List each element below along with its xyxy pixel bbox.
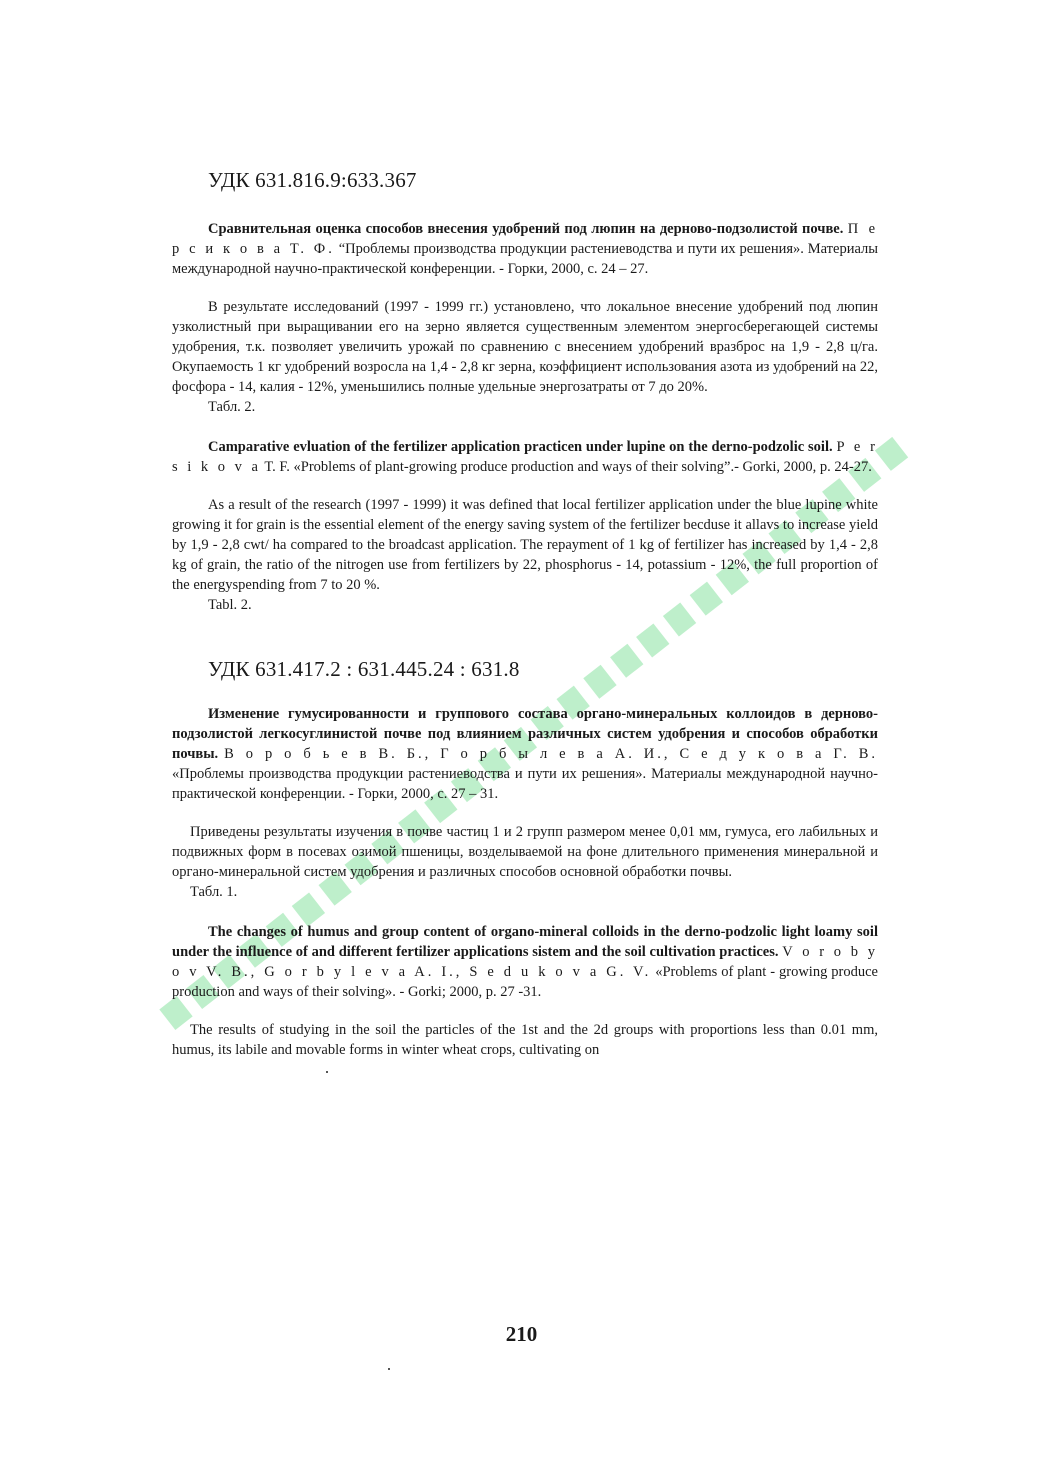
table-reference: Табл. 2.	[208, 399, 256, 415]
table-reference: Tabl. 2.	[208, 597, 252, 613]
english-abstract-text: The results of studying in the soil the particles of the 1st and the 2d groups with proportions less than 0.01 mm, humus, its labile and movable forms in winter wheat crops, cultivating on	[172, 1022, 878, 1058]
udk-heading: УДК 631.816.9:633.367	[208, 168, 417, 192]
article-title: Изменение гумусированности и группового состава органо-минеральных коллоидов в дерново-подзолистой легкосуглинистой почве под влиянием различных систем удобрения и способов обработки почвы.	[172, 706, 878, 762]
article-source: T. F. «Problems of plant-growing produce production and ways of their solving”.- Gorki, 2000, p. 24-27.	[264, 459, 872, 475]
russian-abstract-header	[172, 219, 878, 279]
article-title: The changes of humus and group content of organo-mineral colloids in the derno-podzolic light loamy soil under the influence of and different fertilizer applications sistem and the soil cultivation practices.	[172, 924, 878, 960]
article-author: V o r o b y o v V. B., G o r b y l e v a A. I., S e d u k o v a G. V.	[172, 944, 879, 980]
article-source: «Problems of plant - growing produce production and ways of their solving». - Gorki; 2000, p. 27 -31.	[172, 964, 878, 1000]
article-title: Camparative evluation of the fertilizer application practicen under lupine on the derno-podzolic soil.	[208, 439, 833, 455]
english-abstract-text: As a result of the research (1997 - 1999) it was defined that local fertilizer application under the blue lupine white growing it for grain is the essential element of the energy saving system of the fertilizer becduse it allavs to increase yield by 1,9 - 2,8 cwt/ ha compared to the broadcast application. The repayment of 1 kg of fertilizer has increased by 1,4 - 2,8 kg of grain, the ratio of the nitrogen use from fertilizers by 22, phosphorus - 14, potassium - 12%, the full proportion of the energyspending from 7 to 20 %.	[172, 497, 878, 593]
article-title: Сравнительная оценка способов внесения удобрений под люпин на дерново-подзолистой почве.	[208, 221, 844, 237]
scan-speck	[388, 1368, 390, 1370]
english-abstract-header	[172, 922, 878, 1002]
scan-speck	[326, 1071, 328, 1073]
russian-abstract-text: В результате исследований (1997 - 1999 гг.) установлено, что локальное внесение удобрений под люпин узколистный при выращивании его на зерно является существенным элементом энергосберегающей системы удобрения, т.к. позволяет увеличить урожай по сравнению с внесением удобрений вразброс на 1,9 - 2,8 ц/га. Окупаемость 1 кг удобрений возросла на 1,4 - 2,8 кг зерна, коэффициент использования азота из удобрений на 22, фосфора - 14, калия - 12%, уменьшились полные удельные энергозатраты от 7 до 20%.	[172, 299, 878, 395]
article-author: P e r s i k o v a	[172, 439, 879, 475]
document-page	[172, 168, 878, 1060]
article-author: В о р о б ь е в В. Б., Г о р б ы л е в а А. И., С е д у к о в а Г. В.	[224, 746, 878, 762]
article-source: «Проблемы производства продукции растениеводства и пути их решения». Материалы международной научно-практической конференции. - Горки, 2000, с. 27 – 31.	[172, 766, 878, 802]
article-source: “Проблемы производства продукции растениеводства и пути их решения». Материалы международной научно-практической конференции. - Горки, 2000, с. 24 – 27.	[172, 241, 878, 277]
article-author: П е р с и к о в а Т. Ф.	[172, 221, 879, 257]
english-abstract-header	[172, 437, 878, 477]
russian-abstract-header	[172, 704, 878, 804]
table-reference: Табл. 1.	[190, 884, 238, 900]
page-number: 210	[505, 1322, 538, 1346]
russian-abstract-text: Приведены результаты изучения в почве частиц 1 и 2 групп размером менее 0,01 мм, гумуса, его лабильных и подвижных форм в посевах озимой пшеницы, возделываемой на фоне длительного применения минеральной и органо-минеральной систем удобрения и различных способов основной обработки почвы.	[172, 824, 878, 880]
udk-heading: УДК 631.417.2 : 631.445.24 : 631.8	[208, 657, 520, 681]
